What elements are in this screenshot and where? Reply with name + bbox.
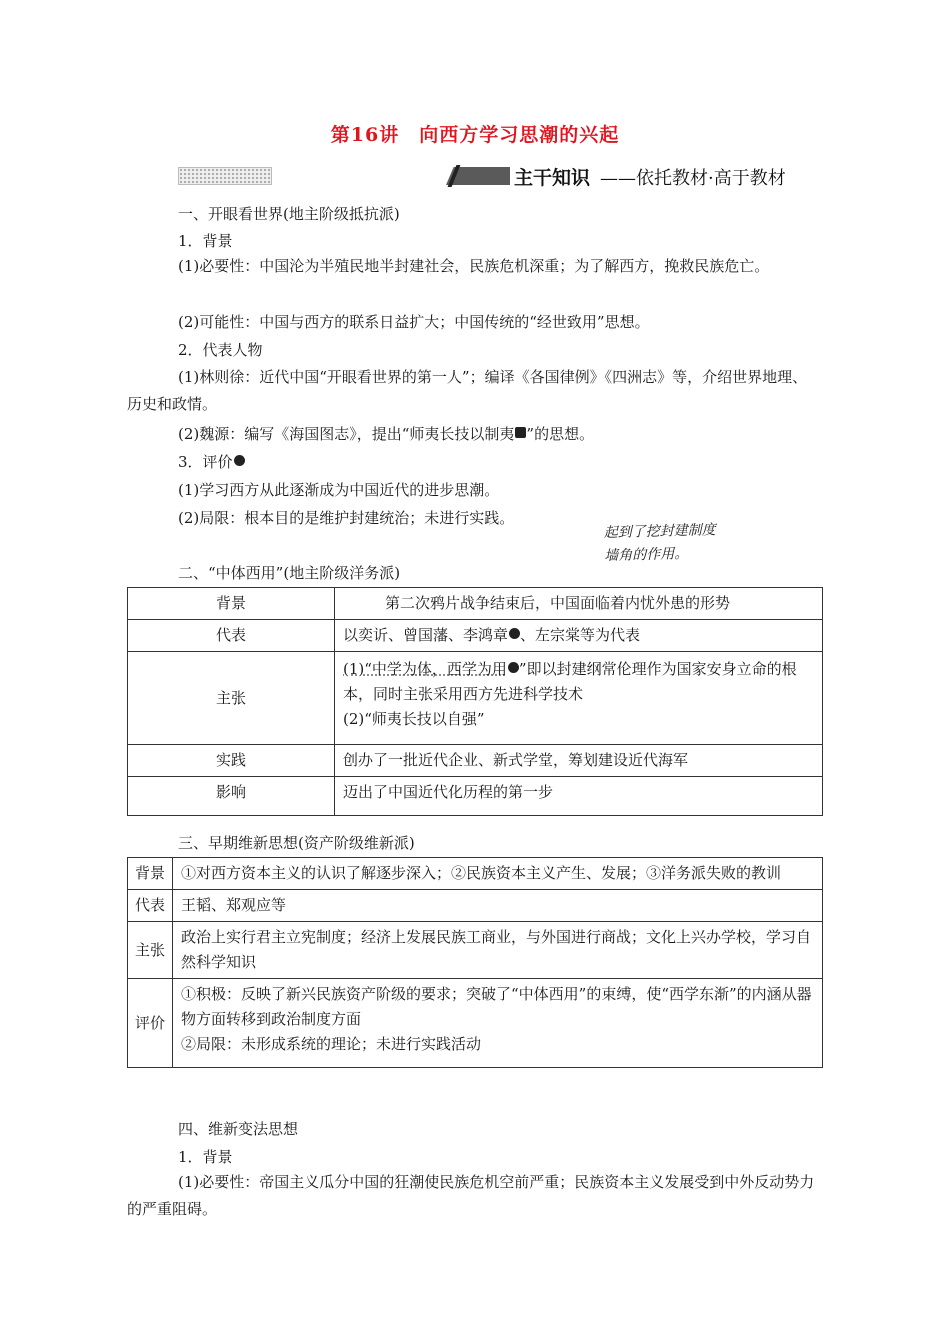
westernization-table bbox=[127, 587, 823, 816]
section-3-heading: 三、早期维新思想(资产阶级维新派) bbox=[178, 834, 415, 852]
section-1-heading: 一、开眼看世界(地主阶级抵抗派) bbox=[178, 205, 400, 223]
note-marker-icon bbox=[234, 455, 245, 466]
table-key: 主张 bbox=[128, 922, 173, 979]
table-row bbox=[128, 620, 823, 652]
table-key: 背景 bbox=[128, 858, 173, 890]
table-row bbox=[128, 588, 823, 620]
handwritten-note bbox=[603, 518, 764, 568]
handwritten-note-line-1: 起到了挖封建制度 bbox=[603, 522, 716, 542]
s1-evaluation-heading bbox=[178, 451, 245, 473]
s1-representatives-heading: 2．代表人物 bbox=[178, 341, 263, 359]
s1-evaluation-1: (1)学习西方从此逐渐成为中国近代的进步思潮。 bbox=[178, 481, 500, 499]
table-key: 代表 bbox=[128, 890, 173, 922]
table-value-text: (2)“师夷长技以自强” bbox=[343, 710, 485, 728]
s1-background-possibility: (2)可能性：中国与西方的联系日益扩大；中国传统的“经世致用”思想。 bbox=[178, 313, 650, 331]
handwritten-note-line-2: 墙角的作用。 bbox=[604, 545, 689, 565]
table-value-text: ②局限：未形成系统的理论；未进行实践活动 bbox=[181, 1035, 482, 1053]
table-value: 政治上实行君主立宪制度；经济上发展民族工商业，与外国进行商战；文化上兴办学校，学习自然科学知识 bbox=[173, 922, 823, 979]
s1-wei-yuan-text-b: ”的思想。 bbox=[526, 425, 595, 443]
table-row bbox=[128, 858, 823, 890]
table-value-text: 以奕䜣、曾国藩、李鸿章 bbox=[343, 626, 509, 644]
note-marker-icon bbox=[509, 628, 520, 639]
s4-background-necessity: (1)必要性：帝国主义瓜分中国的狂潮使民族危机空前严重；民族资本主义发展受到中外反动势力的严重阻碍。 bbox=[127, 1173, 815, 1218]
table-value: 王韬、郑观应等 bbox=[173, 890, 823, 922]
s1-background-necessity: (1)必要性：中国沦为半殖民地半封建社会，民族危机深重；为了解西方，挽救民族危亡。 bbox=[178, 257, 770, 275]
table-row bbox=[128, 890, 823, 922]
banner-dot-pattern bbox=[178, 167, 272, 185]
table-key: 实践 bbox=[128, 745, 335, 777]
table-value: 创办了一批近代企业、新式学堂，筹划建设近代海军 bbox=[335, 745, 823, 777]
note-marker-icon bbox=[515, 427, 526, 438]
section-4-heading: 四、维新变法思想 bbox=[178, 1120, 299, 1138]
table-key: 影响 bbox=[128, 777, 335, 816]
s1-lin-zexu: (1)林则徐：近代中国“开眼看世界的第一人”；编译《各国律例》《四洲志》等，介绍世界地理、历史和政情。 bbox=[127, 368, 808, 413]
table-value-text: (1)“中学为体，西学为用 bbox=[343, 660, 507, 678]
table-value-text: 、左宗棠等为代表 bbox=[520, 626, 641, 644]
s1-wei-yuan bbox=[178, 423, 594, 445]
table-value: ①对西方资本主义的认识了解逐步深入；②民族资本主义产生、发展；③洋务派失败的教训 bbox=[173, 858, 823, 890]
s1-evaluation-label: 3．评价 bbox=[178, 453, 233, 471]
banner-subtitle: ——依托教材·高于教材 bbox=[600, 168, 786, 189]
table-key: 评价 bbox=[128, 979, 173, 1068]
early-reform-table bbox=[127, 857, 823, 1068]
s1-background-heading: 1．背景 bbox=[178, 232, 233, 250]
table-value bbox=[335, 620, 823, 652]
table-row bbox=[128, 979, 823, 1068]
section-2-heading: 二、“中体西用”(地主阶级洋务派) bbox=[178, 564, 401, 582]
page-title: 第16讲 向西方学习思潮的兴起 bbox=[330, 124, 620, 146]
table-value-text: ①积极：反映了新兴民族资产阶级的要求；突破了“中体西用”的束缚，使“西学东渐”的内涵从器物方面转移到政治制度方面 bbox=[181, 985, 812, 1028]
table-value bbox=[173, 979, 823, 1068]
table-key: 主张 bbox=[128, 652, 335, 745]
table-row bbox=[128, 745, 823, 777]
banner-main-label: 主干知识 bbox=[514, 167, 591, 189]
table-value: 第二次鸦片战争结束后，中国面临着内忧外患的形势 bbox=[335, 588, 823, 620]
table-row bbox=[128, 652, 823, 745]
s4-background-heading: 1．背景 bbox=[178, 1148, 233, 1166]
s1-wei-yuan-text-a: (2)魏源：编写《海国图志》，提出“师夷长技以制夷 bbox=[178, 425, 515, 443]
table-key: 背景 bbox=[128, 588, 335, 620]
note-marker-icon bbox=[508, 662, 519, 673]
table-key: 代表 bbox=[128, 620, 335, 652]
s1-evaluation-2: (2)局限：根本目的是维护封建统治；未进行实践。 bbox=[178, 509, 515, 527]
table-value: 迈出了中国近代化历程的第一步 bbox=[335, 777, 823, 816]
section-banner bbox=[178, 163, 786, 189]
table-row bbox=[128, 777, 823, 816]
table-value-text: ”即以封建纲常伦理作为国家安身立命的根本，同时主张采用西方先进科学技术 bbox=[343, 660, 797, 703]
table-row bbox=[128, 922, 823, 979]
table-value bbox=[335, 652, 823, 745]
